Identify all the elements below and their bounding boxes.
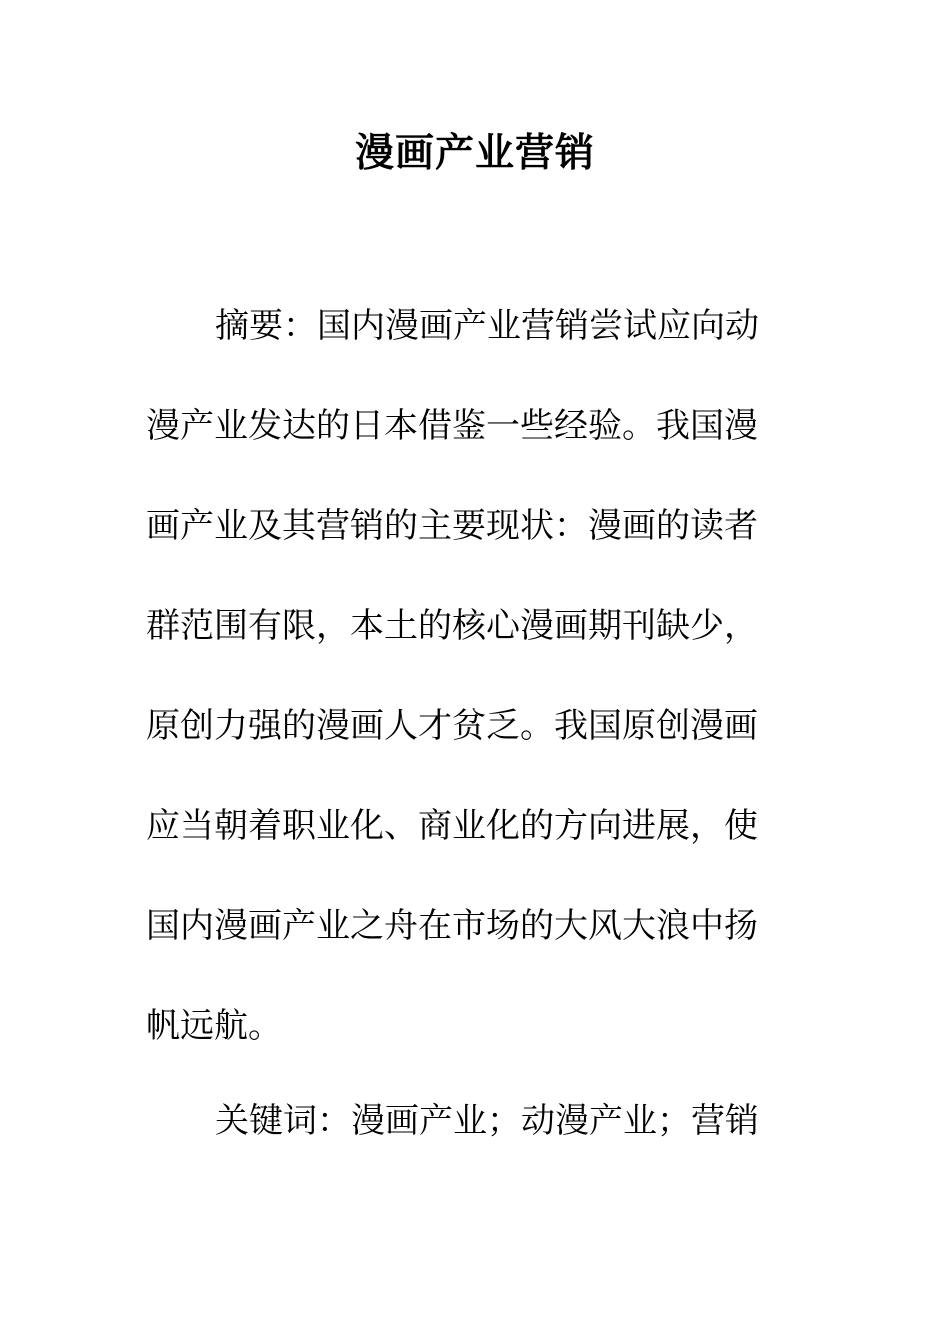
abstract-line: 原创力强的漫画人才贫乏。我国原创漫画 — [146, 706, 758, 746]
abstract-line: 漫产业发达的日本借鉴一些经验。我国漫 — [146, 406, 758, 446]
abstract-line: 摘要：国内漫画产业营销尝试应向动 — [215, 306, 759, 346]
abstract-paragraph — [146, 276, 781, 1076]
document-title: 漫画产业营销 — [354, 130, 595, 176]
abstract-line: 画产业及其营销的主要现状：漫画的读者 — [146, 506, 758, 546]
abstract-line: 应当朝着职业化、商业化的方向进展，使 — [146, 806, 758, 846]
abstract-line: 国内漫画产业之舟在市场的大风大浪中扬 — [146, 906, 758, 946]
abstract-line: 帆远航。 — [146, 1006, 282, 1046]
abstract-line: 群范围有限，本土的核心漫画期刊缺少， — [146, 606, 758, 646]
keywords-line: 关键词：漫画产业；动漫产业；营销 — [215, 1101, 759, 1141]
